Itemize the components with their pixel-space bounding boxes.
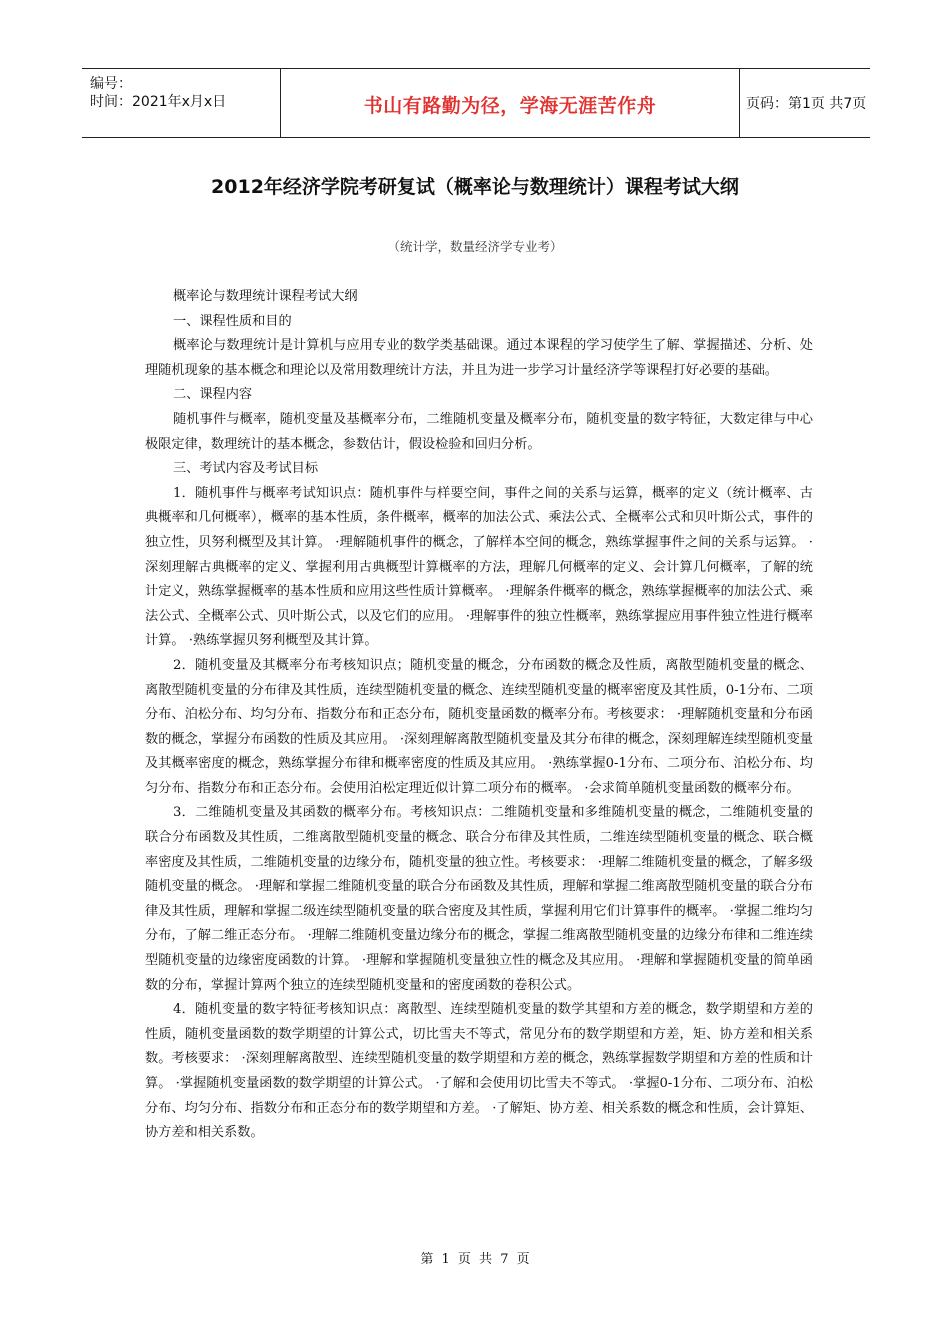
section-heading: 三、考试内容及考试目标 <box>173 461 319 477</box>
document-body <box>145 285 813 1146</box>
body-paragraph: 4．随机变量的数字特征考核知识点：离散型、连续型随机变量的数学其望和方差的概念，数学期望和方差的性质，随机变量函数的数学期望的计算公式，切比雪夫不等式，常见分布的数学期望和方差，矩、协方差和相关系数。考核要求： ·深刻理解离散型、连续型随机变量的数学期望和方差的概念，熟练掌握数学期望和方差的性质和计算。 ·掌握随机变量函数的数学期望的计算公式。 ·了解和会使用切比雪夫不等式。 ·掌握0-1分布、二项分布、泊松分布、均匀分布、指数分布和正态分布的数学期望和方差。 ·了解矩、协方差、相关系数的概念和性质，会计算矩、协方差和相关系数。 <box>145 1002 813 1141</box>
number-label: 编号： <box>90 76 132 92</box>
body-paragraph: 2．随机变量及其概率分布考核知识点；随机变量的概念，分布函数的概念及性质，离散型随机变量的概念、离散型随机变量的分布律及其性质，连续型随机变量的概念、连续型随机变量的概率密度及其性质，0-1分布、二项分布、泊松分布、均匀分布、指数分布和正态分布，随机变量函数的概率分布。考核要求： ·理解随机变量和分布函数的概念，掌握分布函数的性质及其应用。 ·深刻理解离散型随机变量及其分布律的概念，深刻理解连续型随机变量及其概率密度的概念，熟练掌握分布律和概率密度的性质及其应用。 ·熟练掌握0-1分布、二项分布、泊松分布、均匀分布、指数分布和正态分布。会使用泊松定理近似计算二项分布的概率。 ·会求简单随机变量函数的概率分布。 <box>145 657 813 796</box>
section-heading: 二、课程内容 <box>173 387 253 403</box>
page-footer: 第 1 页 共 7 页 <box>420 1252 530 1267</box>
section-heading: 概率论与数理统计课程考试大纲 <box>173 289 358 304</box>
header-motto-cell <box>280 69 740 137</box>
body-paragraph: 概率论与数理统计是计算机与应用专业的数学类基础课。通过本课程的学习使学生了解、掌握描述、分析、处理随机现象的基本概念和理论以及常用数理统计方法，并且为进一步学习计量经济学等课程打好必要的基础。 <box>145 338 813 378</box>
body-paragraph: 随机事件与概率，随机变量及基概率分布，二维随机变量及概率分布，随机变量的数字特征，大数定律与中心极限定律，数理统计的基本概念，参数估计，假设检验和回归分析。 <box>145 411 813 452</box>
body-paragraph: 3．二维随机变量及其函数的概率分布。考核知识点：二维随机变量和多维随机变量的概念，二维随机变量的联合分布函数及其性质，二维离散型随机变量的概念、联合分布律及其性质，二维连续型随机变量的概念、联合概率密度及其性质，二维随机变量的边缘分布，随机变量的独立性。考核要求： ·理解二维随机变量的概念，了解多级随机变量的概念。 ·理解和掌握二维随机变量的联合分布函数及其性质，理解和掌握二维离散型随机变量的联合分布律及其性质，理解和掌握二级连续型随机变量的联合密度及其性质，掌握利用它们计算事件的概率。 ·掌握二维均匀分布，了解二维正态分布。 ·理解二维随机变量边缘分布的概念，掌握二维离散型随机变量的边缘分布律和二维连续型随机变量的边缘密度函数的计算。 ·理解和掌握随机变量独立性的概念及其应用。 ·理解和掌握随机变量的简单函数的分布，掌握计算两个独立的连续型随机变量和的密度函数的卷积公式。 <box>145 805 813 993</box>
document-subtitle: （统计学，数量经济学专业考） <box>387 239 563 254</box>
time-label: 时间：2021年x月x日 <box>90 94 227 110</box>
motto: 书山有路勤为径，学海无涯苦作舟 <box>363 95 657 117</box>
page-label: 页码：第1页 共7页 <box>746 96 867 112</box>
header-table <box>82 68 870 138</box>
document-title: 2012年经济学院考研复试（概率论与数理统计）课程考试大纲 <box>211 176 739 198</box>
section-heading: 一、课程性质和目的 <box>173 313 292 329</box>
body-paragraph: 1．随机事件与概率考试知识点：随机事件与样要空间，事件之间的关系与运算，概率的定义（统计概率、古典概率和几何概率），概率的基本性质，条件概率，概率的加法公式、乘法公式、全概率公式和贝叶斯公式，事件的独立性，贝努利概型及其计算。 ·理解随机事件的概念，了解样本空间的概念，熟练掌握事件之间的关系与运算。 ·深刻理解古典概率的定义、掌握利用古典概型计算概率的方法，理解几何概率的定义、会计算几何概率，了解的统计定义，熟练掌握概率的基本性质和应用这些性质计算概率。 ·理解条件概率的概念，熟练掌握概率的加法公式、乘法公式、全概率公式、贝叶斯公式，以及它们的应用。 ·理解事件的独立性概率，熟练掌握应用事件独立性进行概率计算。 ·熟练掌握贝努利概型及其计算。 <box>145 485 813 649</box>
header-page-cell <box>738 69 870 137</box>
header-meta-cell <box>82 69 280 137</box>
